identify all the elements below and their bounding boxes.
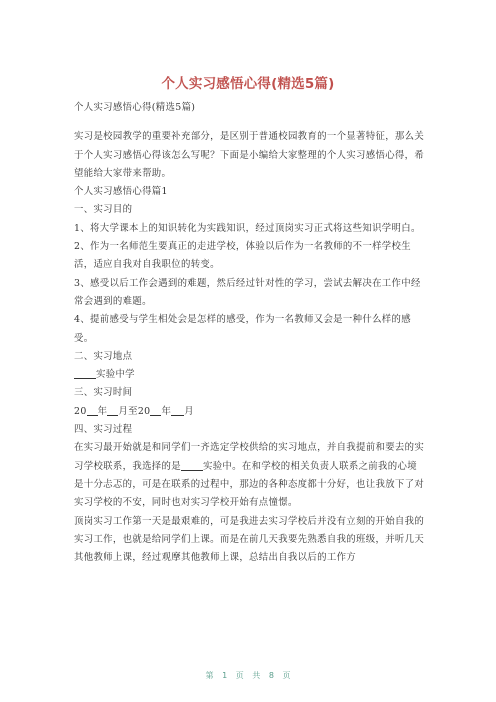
footer-suffix: 页 (282, 671, 291, 680)
heading-purpose: 一、实习目的 (74, 204, 133, 216)
footer-total-pages: 8 (268, 671, 274, 680)
blank-school-name (181, 458, 203, 471)
blank-field (107, 403, 118, 416)
purpose-item-3: 3、感受以后工作会遇到的难题，然后经过针对性的学习，尝试去解决在工作中经常会遇到的难题。 (74, 277, 421, 307)
footer-middle: 页 共 (235, 671, 261, 680)
heading-time: 三、实习时间 (74, 387, 133, 399)
page-footer (0, 670, 496, 681)
time-part: 月至20 (118, 405, 151, 417)
purpose-item-4: 4、提前感受与学生相处会是怎样的感受，作为一名教师又会是一种什么样的感受。 (74, 314, 411, 344)
place-line (74, 366, 426, 384)
process-text: 实验中。在和学校的相关负责人联系之前我的心境是十分忐忑的，可是在联系的过程中，那边的各种态度都十分好，也让我放下了对实习学校的不安，同时也对实习学校开始有点憧憬。 (74, 460, 425, 509)
blank-field (87, 403, 98, 416)
heading-process: 四、实习过程 (74, 424, 133, 436)
document-subtitle: 个人实习感悟心得(精选5篇) (74, 102, 196, 113)
time-part: 20 (74, 405, 87, 417)
time-part: 年 (161, 405, 172, 417)
process-paragraph-1 (74, 439, 426, 512)
process-text: 在实习最开始就是和同学们一齐选定学校供给的实习地点，并自我提前和要去的实习学校联系，我选择的是 (74, 442, 425, 472)
process-paragraph-2: 顶岗实习工作第一天是最艰难的，可是我进去实习学校后并没有立刻的开始自我的实习工作，也就是给同学们上课。而是在前几天我要先熟悉自我的班级，并听几天其他教师上课，经过观摩其他教师上课，总结出自我以后的工作方 (74, 515, 425, 564)
heading-place: 二、实习地点 (74, 350, 133, 362)
document-body (74, 99, 426, 567)
document-title: 个人实习感悟心得(精选5篇) (161, 76, 335, 92)
intro-paragraph: 实习是校园教学的重要补充部分，是区别于普通校园教育的一个显著特征，那么关于个人实习感悟心得该怎么写呢？下面是小编给大家整理的个人实习感悟心得，希望能给大家带来帮助。 (74, 131, 425, 179)
blank-field (171, 403, 184, 416)
purpose-item-1: 1、将大学课本上的知识转化为实践知识，经过顶岗实习正式将这些知识学明白。 (74, 222, 421, 234)
time-part: 年 (97, 405, 108, 417)
time-part: 月 (184, 405, 194, 417)
time-line (74, 403, 426, 421)
footer-page-number: 1 (222, 671, 228, 680)
section-heading: 个人实习感悟心得篇1 (74, 186, 168, 198)
blank-field (150, 403, 161, 416)
purpose-item-2: 2、作为一名师范生要真正的走进学校，体验以后作为一名教师的不一样学校生活，适应自我对自我职位的转变。 (74, 241, 411, 271)
place-text: 实验中学 (96, 369, 135, 381)
footer-prefix: 第 (205, 671, 214, 680)
blank-school-name (74, 366, 96, 379)
